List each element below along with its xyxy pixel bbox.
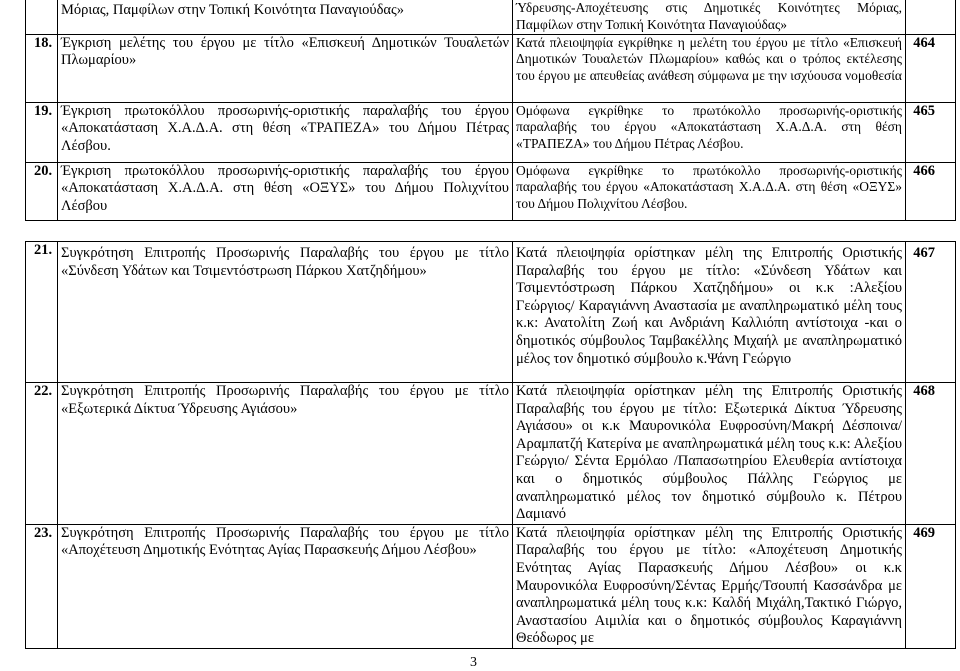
decision-number: [906, 0, 956, 34]
table-row: [26, 383, 956, 525]
decision-number: 465: [906, 102, 956, 162]
decisions-table-top: [25, 0, 956, 221]
decision-number: 464: [906, 34, 956, 102]
table-row: [26, 0, 956, 34]
decision-number: 468: [906, 383, 956, 525]
subject-cell: Συγκρότηση Επιτροπής Προσωρινής Παραλαβής του έργου με τίτλο «Εξωτερικά Δίκτυα Ύδρευσης Αγιάσου»: [58, 383, 513, 525]
result-cell: Κατά πλειοψηφία εγκρίθηκε η μελέτη του έργου με τίτλο «Επισκευή Δημοτικών Τουαλετών Πλωμαρίου» καθώς και ο τρόπος εκτέλεσης του έργου με απευθείας ανάθεση σύμφωνα με την ισχύουσα νομοθεσία: [513, 34, 906, 102]
row-number: 19.: [26, 102, 58, 162]
table-row: [26, 524, 956, 648]
table-row: [26, 162, 956, 220]
table-row: [26, 242, 956, 383]
table-row: [26, 102, 956, 162]
row-number: 21.: [26, 242, 58, 383]
subject-cell: Έγκριση πρωτοκόλλου προσωρινής-οριστικής παραλαβής του έργου «Αποκατάσταση Χ.Α.Δ.Α. στη θέση «ΤΡΑΠΕΖΑ» του Δήμου Πέτρας Λέσβου.: [58, 102, 513, 162]
result-cell: Ομόφωνα εγκρίθηκε το πρωτόκολλο προσωρινής-οριστικής παραλαβής του έργου «Αποκατάσταση Χ.Α.Δ.Α. στη θέση «ΤΡΑΠΕΖΑ» του Δήμου Πέτρας Λέσβου.: [513, 102, 906, 162]
row-number: 20.: [26, 162, 58, 220]
subject-cell: Συγκρότηση Επιτροπής Προσωρινής Παραλαβής του έργου με τίτλο «Αποχέτευση Δημοτικής Ενότητας Αγίας Παρασκευής Δήμου Λέσβου»: [58, 524, 513, 648]
result-cell: Ύδρευσης-Αποχέτευσης στις Δημοτικές Κοινότητες Μόριας, Παμφίλων στην Τοπική Κοινότητα Παναγιούδας»: [513, 0, 906, 34]
result-cell: Ομόφωνα εγκρίθηκε το πρωτόκολλο προσωρινής-οριστικής παραλαβής του έργου «Αποκατάσταση Χ.Α.Δ.Α. στη θέση «ΟΞΥΣ» του Δήμου Πολιχνίτου Λέσβου.: [513, 162, 906, 220]
decision-number: 467: [906, 242, 956, 383]
subject-cell: Μόριας, Παμφίλων στην Τοπική Κοινότητα Παναγιούδας»: [58, 0, 513, 34]
subject-cell: Συγκρότηση Επιτροπής Προσωρινής Παραλαβής του έργου με τίτλο «Σύνδεση Υδάτων και Τσιμεντόστρωση Πάρκου Χατζηδήμου»: [58, 242, 513, 383]
row-number: 18.: [26, 34, 58, 102]
subject-cell: Έγκριση πρωτοκόλλου προσωρινής-οριστικής παραλαβής του έργου «Αποκατάσταση Χ.Α.Δ.Α. στη θέση «ΟΞΥΣ» του Δήμου Πολιχνίτου Λέσβου: [58, 162, 513, 220]
result-cell: Κατά πλειοψηφία ορίστηκαν μέλη της Επιτροπής Οριστικής Παραλαβής του έργου με τίτλο: Εξωτερικά Δίκτυα Ύδρευσης Αγιάσου» οι κ.κ Μαυρονικόλα Ευφροσύνη/Μακρή Δέσποινα/Αραμπατζή Κατερίνα με αναπληρωματικά μέλη τους κ.κ: Αλεξίου Γεώργιο/ Σέντα Ερμόλαο /Παπασωτηρίου Ελευθερία αντίστοιχα και ο δημοτικός σύμβουλος Πάλλης Γεώργιος με αναπληρωματικό μέλος τον δημοτικό σύμβουλο κ. Πέτρου Δαμιανό: [513, 383, 906, 525]
result-cell: Κατά πλειοψηφία ορίστηκαν μέλη της Επιτροπής Οριστικής Παραλαβής του έργου με τίτλο: «Αποχέτευση Δημοτικής Ενότητας Αγίας Παρασκευής Δήμου Λέσβου» οι κ.κ Μαυρονικόλα Ευφροσύνη/Σέντας Ερμής/Τσουπή Κασσάνδρα με αναπληρωματικά μέλη τους κ.κ: Καλδή Μιχάλη,Τακτικό Γιώργο, Αναστασίου Αιμιλία και ο δημοτικός σύμβουλος Καραγιάννη Θεόδωρος με: [513, 524, 906, 648]
table-row: [26, 34, 956, 102]
row-number: [26, 0, 58, 34]
decision-number: 469: [906, 524, 956, 648]
page-number: 3: [470, 655, 477, 670]
decisions-table-bottom: [25, 241, 956, 649]
row-number: 22.: [26, 383, 58, 525]
result-cell: Κατά πλειοψηφία ορίστηκαν μέλη της Επιτροπής Οριστικής Παραλαβής του έργου με τίτλο: «Σύνδεση Υδάτων και Τσιμεντόστρωση Πάρκου Χατζηδήμου» οι κ.κ :Αλεξίου Γεώργιος/ Καραγιάννη Αναστασία με αναπληρωματικό μέλη τους κ.κ: Ανατολίτη Ζωή και Ανδριάνη Καλλιόπη αντίστοιχα -και ο δημοτικός σύμβουλος Ταμβακέλλης Μιχαήλ με αναπληρωματικό μέλος τον δημοτικό σύμβουλο κ.Ψάνη Γεώργιο: [513, 242, 906, 383]
decision-number: 466: [906, 162, 956, 220]
subject-cell: Έγκριση μελέτης του έργου με τίτλο «Επισκευή Δημοτικών Τουαλετών Πλωμαρίου»: [58, 34, 513, 102]
row-number: 23.: [26, 524, 58, 648]
